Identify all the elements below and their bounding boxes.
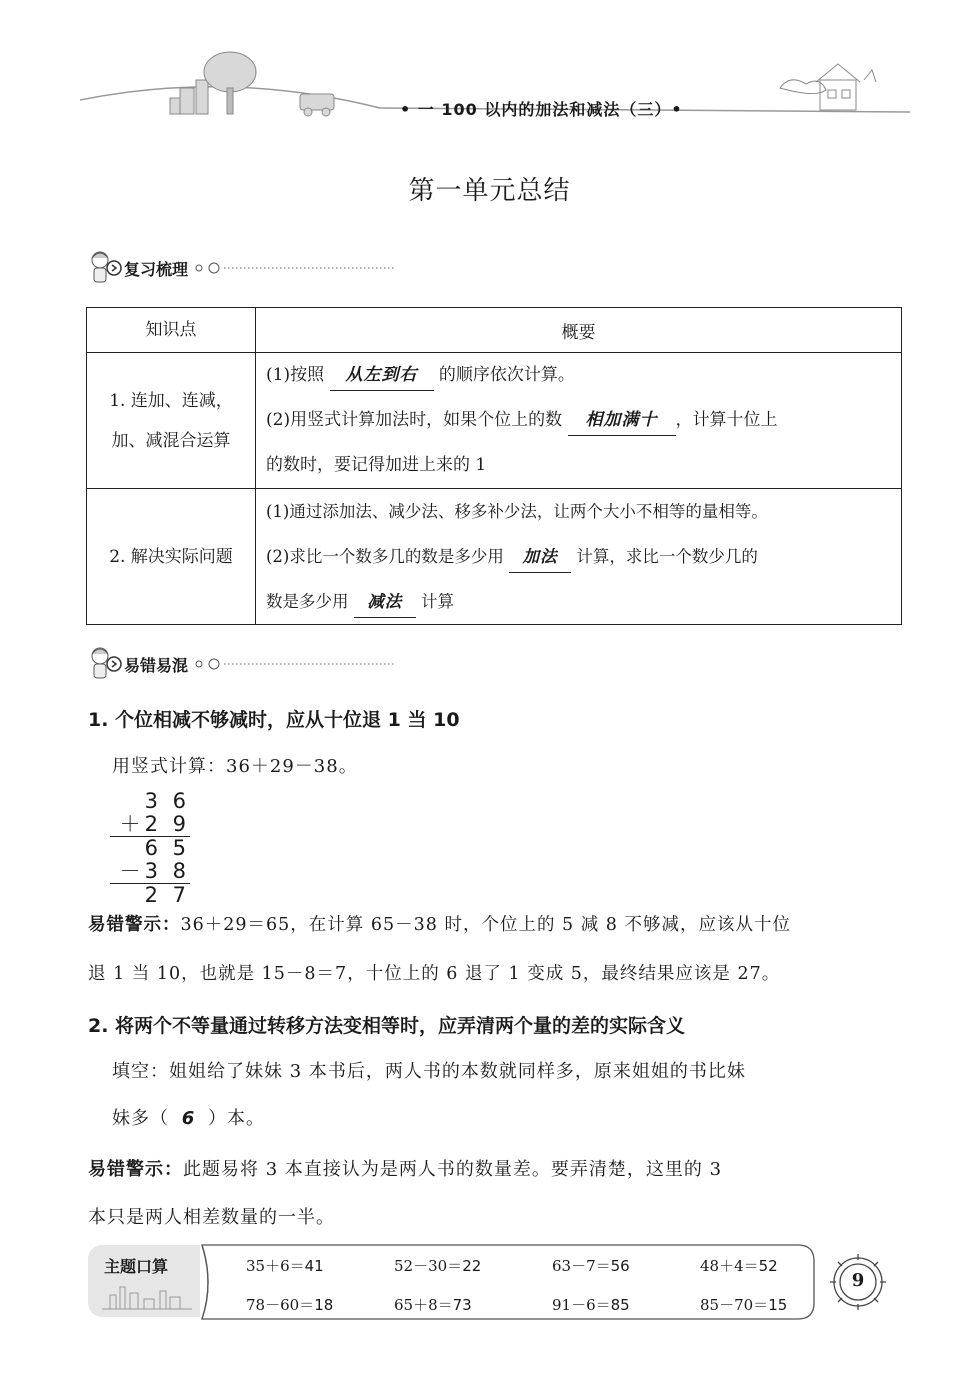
- summary-cell: [256, 489, 902, 625]
- topic-cell: 2. 解决实际问题: [87, 489, 256, 625]
- summary-text: 数是多少用: [266, 592, 349, 611]
- oral-question: 85－70＝: [700, 1296, 769, 1314]
- oral-question: 48＋4＝: [700, 1257, 759, 1275]
- summary-line: [266, 534, 895, 579]
- oral-question: 52－30＝: [394, 1257, 463, 1275]
- city-skyline-icon: [102, 1281, 192, 1311]
- question-1-title: 1. 个位相减不够减时，应从十位退 1 当 10: [88, 709, 460, 731]
- dotted-divider: [194, 262, 394, 274]
- oral-answer: 15: [768, 1296, 788, 1314]
- question-1-warning-line: [88, 911, 791, 936]
- summary-line: [266, 398, 895, 443]
- question-2-title: 2. 将两个不等量通过转移方法变相等时，应弄清两个量的差的实际含义: [88, 1015, 686, 1037]
- page-title: 第一单元总结: [408, 176, 571, 206]
- warning-text: 此题易将 3 本直接认为是两人书的数量差。要弄清楚，这里的 3: [183, 1159, 723, 1180]
- question-1-prompt: 用竖式计算：36＋29－38。: [112, 756, 358, 777]
- review-section-heading: [86, 248, 394, 288]
- summary-text: 的顺序依次计算。: [438, 365, 575, 385]
- question-2-warning-line: 本只是两人相差数量的一半。: [88, 1207, 335, 1228]
- oral-question: 63－7＝: [552, 1257, 611, 1275]
- oral-answer: 18: [314, 1296, 334, 1314]
- oral-answer: 56: [610, 1257, 630, 1275]
- calc-row: －3 8: [110, 860, 190, 884]
- question-2-prompt: 填空：姐姐给了妹妹 3 本书后，两人书的本数就同样多，原来姐姐的书比妹: [112, 1061, 746, 1082]
- table-row: [87, 353, 902, 489]
- oral-calc-item: [246, 1294, 333, 1315]
- oral-question: 91－6＝: [552, 1296, 611, 1314]
- answer-blank: 减法: [354, 587, 416, 618]
- header-knowledge-point: 知识点: [87, 308, 256, 353]
- summary-line: [266, 353, 895, 398]
- oral-answer: 73: [452, 1296, 472, 1314]
- oral-calc-item: [394, 1294, 472, 1315]
- review-section-label: 复习梳理: [124, 259, 189, 279]
- summary-text: (2)求比一个数多几的数是多少用: [266, 547, 504, 566]
- summary-line: [266, 579, 895, 624]
- summary-line: 的数时，要记得加进上来的 1: [266, 455, 487, 475]
- answer-blank: 从左到右: [330, 360, 434, 391]
- oral-calc-item: [246, 1255, 324, 1276]
- answer-blank: 相加满十: [568, 405, 676, 436]
- mistake-section-label: 易错易混: [124, 655, 189, 675]
- oral-question: 78－60＝: [246, 1296, 315, 1314]
- oral-answer: 85: [610, 1296, 630, 1314]
- calc-row: ＋2 9: [110, 813, 190, 837]
- table-header-row: [87, 308, 902, 353]
- question-2-warning-line: [88, 1155, 722, 1181]
- calc-row: 6 5: [144, 836, 190, 860]
- dotted-divider: [194, 658, 394, 670]
- summary-text: (1)按照: [266, 365, 325, 385]
- oral-question: 35＋6＝: [246, 1257, 305, 1275]
- oral-calc-item: [552, 1294, 630, 1315]
- answer-blank: 6: [181, 1108, 196, 1129]
- header-summary: 概要: [256, 308, 902, 353]
- unit-header-label: • 一 100 以内的加法和减法（三）•: [400, 100, 683, 119]
- oral-answer: 52: [758, 1257, 778, 1275]
- oral-question: 65＋8＝: [394, 1296, 453, 1314]
- oral-calc-item: [700, 1255, 778, 1276]
- oral-answer: 22: [462, 1257, 482, 1275]
- prompt-text: ）本。: [208, 1108, 265, 1129]
- calc-row: 2 7: [144, 883, 190, 907]
- topic-cell: [87, 353, 256, 489]
- table-row: [87, 489, 902, 625]
- prompt-text: 妹多（: [112, 1108, 169, 1129]
- vertical-calculation: [110, 790, 190, 907]
- mascot-icon: [86, 248, 122, 288]
- summary-text: (2)用竖式计算加法时，如果个位上的数: [266, 410, 563, 430]
- topic-text: 1. 连加、连减，: [109, 390, 233, 411]
- mistake-section-heading: [86, 644, 394, 684]
- warning-label: 易错警示：: [88, 915, 181, 935]
- page-number-badge: [826, 1250, 890, 1314]
- summary-text: ，计算十位上: [675, 410, 778, 430]
- summary-table: [86, 307, 902, 625]
- oral-answer: 41: [304, 1257, 324, 1275]
- page-number: 9: [851, 1270, 865, 1291]
- answer-blank: 加法: [509, 542, 571, 573]
- summary-text: 计算: [421, 592, 454, 611]
- question-1-warning-line: 退 1 当 10，也就是 15－8＝7，十位上的 6 退了 1 变成 5，最终结果应该是 27。: [88, 964, 781, 984]
- summary-text: 计算，求比一个数少几的: [576, 547, 758, 566]
- oral-calc-item: [700, 1294, 787, 1315]
- topic-text: 加、减混合运算: [111, 430, 231, 451]
- question-2-prompt-line2: [112, 1104, 265, 1130]
- oral-calc-item: [552, 1255, 630, 1276]
- calc-row: 3 6: [144, 789, 190, 813]
- summary-cell: [256, 353, 902, 489]
- oral-calc-item: [394, 1255, 481, 1276]
- warning-text: 36＋29＝65，在计算 65－38 时，个位上的 5 减 8 不够减，应该从十位: [180, 915, 791, 935]
- warning-label: 易错警示：: [88, 1159, 183, 1180]
- mascot-icon: [86, 644, 122, 684]
- oral-calc-label: 主题口算: [104, 1257, 169, 1276]
- summary-line: (1)通过添加法、减少法、移多补少法，让两个大小不相等的量相等。: [266, 502, 768, 521]
